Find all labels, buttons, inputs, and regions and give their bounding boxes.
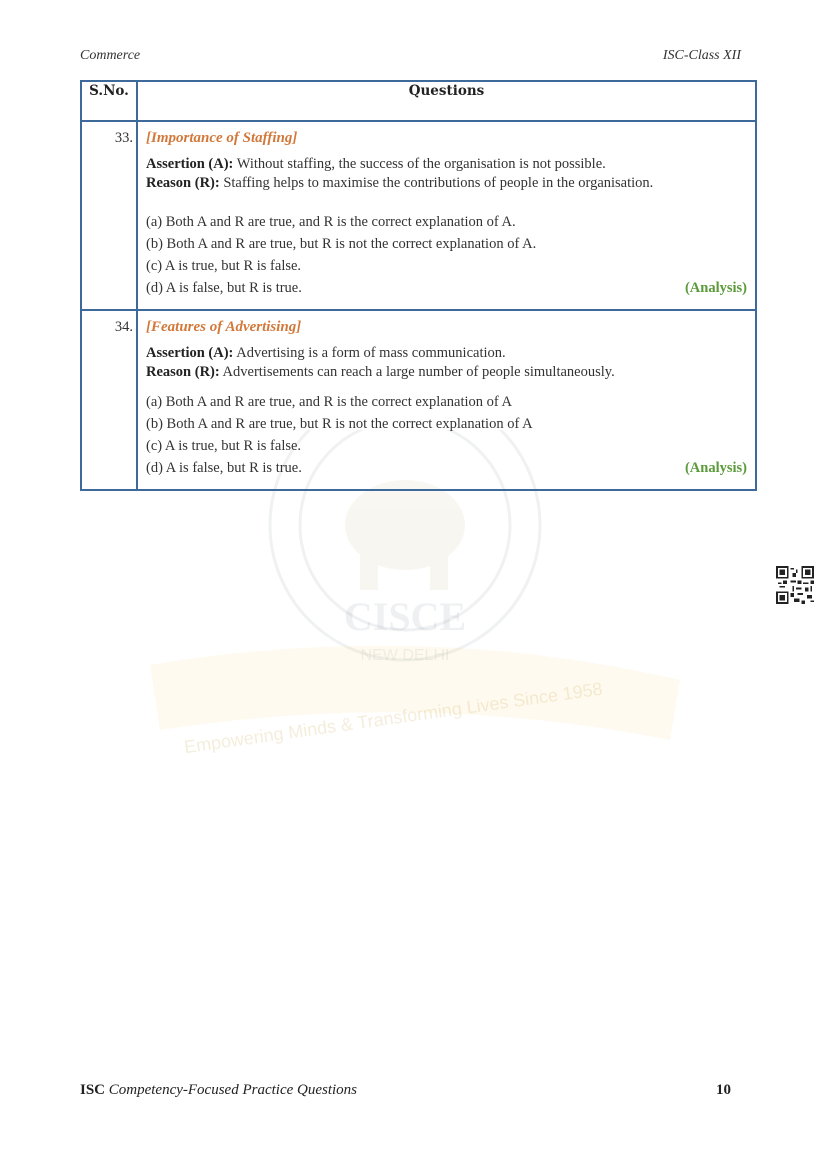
cognitive-level-badge: (Analysis): [684, 280, 747, 296]
options-list: [146, 211, 747, 299]
question-row: [81, 121, 756, 310]
assertion-line: [146, 344, 747, 363]
option-c: (c) A is true, but R is false.: [146, 258, 302, 274]
reason-line: [146, 363, 747, 382]
class-label: ISC-Class XII: [662, 48, 741, 63]
option-a: (a) Both A and R are true, and R is the correct explanation of A: [146, 394, 513, 410]
footer-prefix: ISC: [80, 1082, 106, 1098]
reason-label: Reason (R):: [146, 175, 220, 191]
column-header-questions: Questions: [137, 81, 756, 121]
page-footer: [80, 1082, 731, 1099]
page-header: [80, 48, 741, 64]
assertion-text: Without staffing, the success of the organisation is not possible.: [236, 156, 606, 172]
option-d: (d) A is false, but R is true. (Analysis): [146, 277, 747, 299]
footer-text: Competency-Focused Practice Questions: [108, 1082, 358, 1098]
reason-line: [146, 174, 747, 193]
question-topic: [Features of Advertising]: [146, 319, 302, 335]
question-row: [81, 310, 756, 490]
svg-text:NEW DELHI: NEW DELHI: [360, 647, 450, 664]
option-d: (d) A is false, but R is true. (Analysis): [146, 457, 747, 479]
subject-label: Commerce: [80, 48, 141, 63]
svg-text:Empowering Minds & Transformin: Empowering Minds & Transforming Lives Since 1958: [182, 678, 604, 758]
options-list: [146, 391, 747, 479]
assertion-label: Assertion (A):: [146, 156, 234, 172]
assertion-text: Advertising is a form of mass communication.: [236, 345, 506, 361]
option-a: (a) Both A and R are true, and R is the correct explanation of A.: [146, 214, 516, 230]
question-body: [137, 310, 756, 490]
column-header-sno: S.No.: [81, 81, 137, 121]
reason-text: Staffing helps to maximise the contributions of people in the organisation.: [223, 175, 654, 191]
reason-text: Advertisements can reach a large number of people simultaneously.: [222, 364, 615, 380]
option-c: (c) A is true, but R is false.: [146, 438, 302, 454]
question-number: 33.: [81, 121, 137, 310]
qr-code-icon[interactable]: [776, 566, 814, 604]
table-header-row: [81, 81, 756, 121]
cognitive-level-badge: (Analysis): [684, 460, 747, 476]
assertion-line: [146, 155, 747, 174]
question-topic: [Importance of Staffing]: [146, 130, 298, 146]
reason-label: Reason (R):: [146, 364, 220, 380]
svg-text:CISCE: CISCE: [343, 594, 467, 639]
page-number: 10: [716, 1082, 731, 1098]
assertion-label: Assertion (A):: [146, 345, 234, 361]
option-b: (b) Both A and R are true, but R is not the correct explanation of A: [146, 416, 533, 432]
option-b: (b) Both A and R are true, but R is not the correct explanation of A.: [146, 236, 537, 252]
footer-title: [80, 1082, 357, 1099]
question-number: 34.: [81, 310, 137, 490]
questions-table: [80, 80, 757, 491]
question-body: [137, 121, 756, 310]
